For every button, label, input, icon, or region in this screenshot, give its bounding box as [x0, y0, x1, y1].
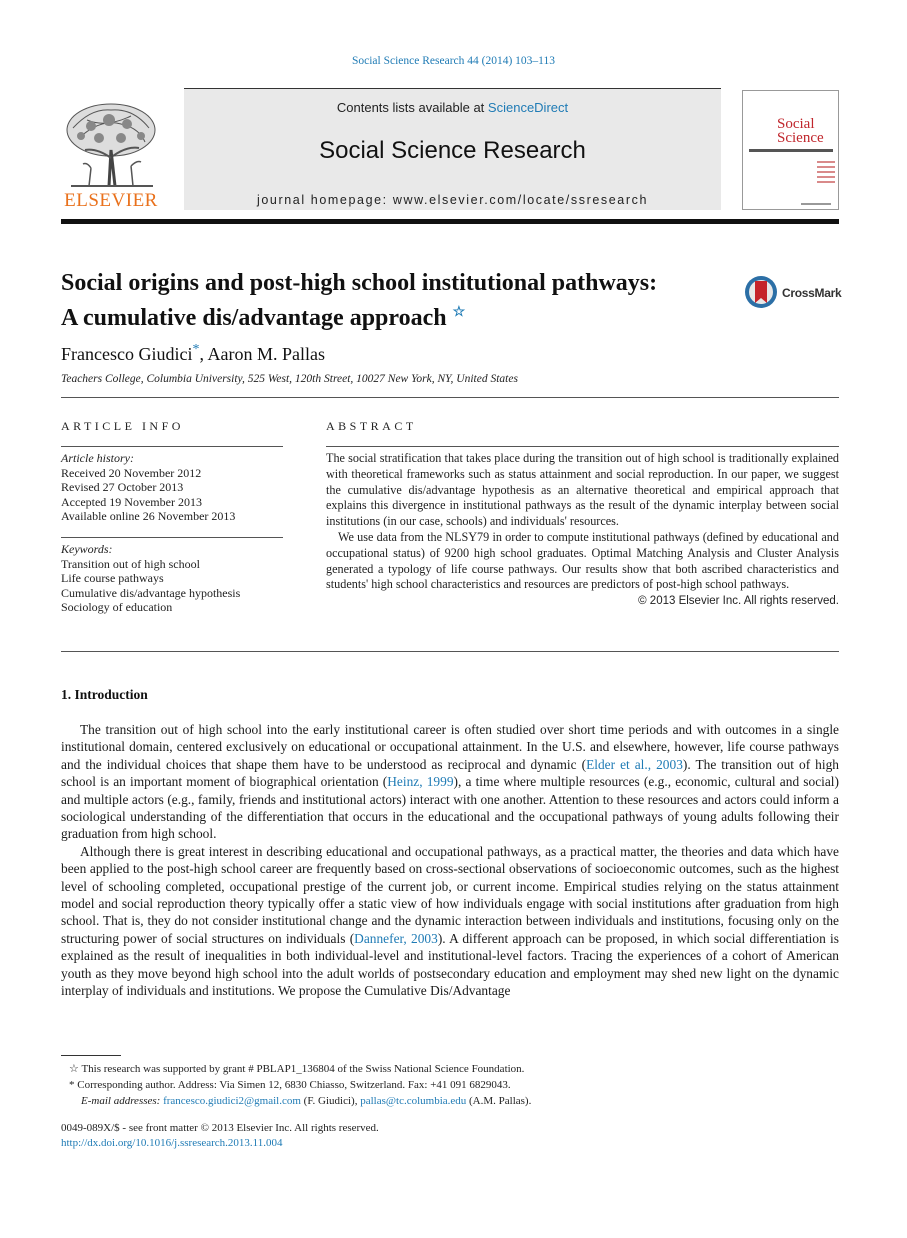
body-paragraph-1: The transition out of high school into the early institutional career is often studied over short time periods and with outcomes in a single institutional domain, centered exclusively on educational or occupational attainment. In the U.S. and elsewhere, however, life course pathways and the individual choices that shape them have to be understood as reciprocal and dynamic (Elder et al., 2003). The transition out of high school is an important moment of biographical orientation (Heinz, 1999), a time where multiple resources (e.g., economic, cultural and social) and multiple actors (e.g., family, friends and institutional actors) interact with one another. Attention to these resources and actors could inform a sociological understanding of the differentiation that occurs in the educational and the occupational pathways of young adults following their graduation from high school.: [61, 722, 839, 842]
footnote-rule: [61, 1055, 121, 1056]
footnote-asterisk-mark: *: [69, 1079, 75, 1091]
citation-heinz-1999[interactable]: Heinz, 1999: [387, 774, 454, 790]
doi-link[interactable]: http://dx.doi.org/10.1016/j.ssresearch.2013.11.004: [61, 1136, 283, 1149]
cover-footer: [801, 203, 831, 205]
abstract-paragraph-2: We use data from the NLSY79 in order to compute institutional pathways (defined by educational and occupational status) of 9200 high school graduates. Optimal Matching Analysis and Cluster Analysis generated a typology of life course pathways. Our results show that both ascribed characteristics and students' high school characteristics and resources are predictors of post-high school pathways.: [326, 529, 839, 592]
divider: [61, 397, 839, 398]
title-line2: A cumulative dis/advantage approach: [61, 305, 447, 331]
crossmark-icon: [744, 275, 778, 309]
info-divider: [61, 537, 283, 538]
abstract-copyright: © 2013 Elsevier Inc. All rights reserved.: [638, 595, 839, 608]
author-pallas[interactable]: Aaron M. Pallas: [207, 344, 325, 364]
footnote-star-mark: ☆: [69, 1063, 79, 1075]
divider: [61, 651, 839, 652]
history-online: Available online 26 November 2013: [61, 509, 236, 523]
email-giudici-link[interactable]: francesco.giudici2@gmail.com: [163, 1095, 301, 1107]
cover-bar: [749, 149, 833, 152]
article-title: [61, 269, 721, 333]
header-rule: [61, 219, 839, 224]
keyword: Cumulative dis/advantage hypothesis: [61, 585, 241, 600]
crossmark-label: CrossMark: [782, 286, 842, 300]
issn-line: 0049-089X/$ - see front matter © 2013 Elsevier Inc. All rights reserved.: [61, 1122, 379, 1134]
journal-title: Social Science Research: [319, 137, 586, 164]
elsevier-tree-icon: [61, 98, 161, 188]
section-heading-introduction: 1. Introduction: [61, 687, 148, 702]
article-history: [61, 451, 235, 524]
keyword: Sociology of education: [61, 600, 173, 614]
cover-title-line1: Social: [777, 116, 815, 132]
journal-masthead: [61, 88, 839, 210]
homepage-prefix: journal homepage:: [257, 193, 388, 207]
corresponding-author-mark[interactable]: *: [192, 342, 200, 357]
article-info-heading: ARTICLE INFO: [61, 419, 184, 433]
info-divider: [61, 446, 283, 447]
cover-title-line2: Science: [777, 130, 824, 146]
abstract-heading: ABSTRACT: [326, 419, 417, 433]
body-paragraph-2: Although there is great interest in describing educational and occupational pathways, as a practical matter, the theories and data which have been applied to the post-high school career are frequently based on cross-sectional observations of socioeconomic outcomes, such as the highest level of schooling completed, occupational prestige of the current job, or current income. Empirical studies relying on the status attainment model and social reproduction theory typically offer a static view of how individuals engage with social institutions after graduation from high school. That is, they do not consider institutional change and the dynamic interaction between individuals and institutions, focusing only on the structuring power of social structures on individuals (Dannefer, 2003). A different approach can be proposed, in which social differentiation is explained as the result of inequalities in both individual-level and institutional-level factors. Tracing the experiences of a cohort of American youth as they move beyond high school into the adult worlds of postsecondary education and employment may shed new light on the dynamic interplay of individuals and institutions. We propose the Cumulative Dis/Advantage: [61, 843, 839, 999]
footnote-corresponding: * Corresponding author. Address: Via Simen 12, 6830 Chiasso, Switzerland. Fax: +41 091 6829043.: [69, 1079, 511, 1091]
cover-title: [777, 117, 824, 145]
title-footnote-mark[interactable]: ☆: [452, 305, 466, 320]
footnotes: [61, 1061, 839, 1109]
citation-dannefer-2003[interactable]: Dannefer, 2003: [354, 930, 438, 946]
journal-reference[interactable]: Social Science Research 44 (2014) 103–113: [351, 55, 555, 67]
email-pallas-link[interactable]: pallas@tc.columbia.edu: [360, 1095, 467, 1107]
author-giudici[interactable]: Francesco Giudici: [61, 344, 193, 364]
homepage-url[interactable]: www.elsevier.com/locate/ssresearch: [392, 193, 648, 207]
journal-cover-thumbnail[interactable]: [742, 90, 839, 210]
footnote-funding: ☆ This research was supported by grant # PBLAP1_136804 of the Swiss National Science Foundation.: [69, 1063, 525, 1075]
footnote-emails: E-mail addresses: francesco.giudici2@gmail.com (F. Giudici), pallas@tc.columbia.edu (A.M. Pallas).: [81, 1095, 532, 1107]
abstract-divider: [326, 446, 839, 447]
history-received: Received 20 November 2012: [61, 465, 202, 480]
keywords: [61, 542, 240, 615]
contents-line: [184, 100, 721, 115]
citation-elder-2003[interactable]: Elder et al., 2003: [586, 756, 683, 772]
author-list: [61, 342, 325, 365]
introduction-body: [61, 721, 839, 1000]
history-label: Article history:: [61, 451, 134, 465]
elsevier-logo[interactable]: [61, 98, 161, 210]
keyword: Life course pathways: [61, 571, 164, 585]
journal-homepage: [184, 193, 721, 207]
history-revised: Revised 27 October 2013: [61, 480, 184, 494]
crossmark-badge[interactable]: [744, 275, 844, 311]
masthead-box: [184, 88, 721, 210]
author-affiliation: Teachers College, Columbia University, 525 West, 120th Street, 10027 New York, NY, United States: [61, 373, 518, 385]
email-label: E-mail addresses:: [81, 1095, 161, 1107]
keywords-label: Keywords:: [61, 542, 113, 556]
contents-prefix: Contents lists available at: [336, 100, 485, 115]
publication-info: [61, 1121, 379, 1150]
abstract-paragraph-1: The social stratification that takes place during the transition out of high school is traditionally explained with theoretical frameworks such as status attainment and social reproduction. In our paper, we suggest the cumulative dis/advantage hypothesis as an alternative theoretical and empirical approach that explains this divergence in institutional pathways as the result of the dynamic interplay between social institutions (in our case, schools) and individuals' resources.: [326, 451, 839, 529]
history-accepted: Accepted 19 November 2013: [61, 494, 202, 509]
author-separator: ,: [199, 344, 208, 364]
abstract-body: [326, 451, 839, 610]
title-line1: Social origins and post-high school institutional pathways:: [61, 270, 658, 296]
elsevier-wordmark: ELSEVIER: [64, 190, 158, 211]
sciencedirect-link[interactable]: ScienceDirect: [487, 100, 569, 115]
keyword: Transition out of high school: [61, 556, 200, 571]
cover-text-lines: [817, 161, 835, 186]
